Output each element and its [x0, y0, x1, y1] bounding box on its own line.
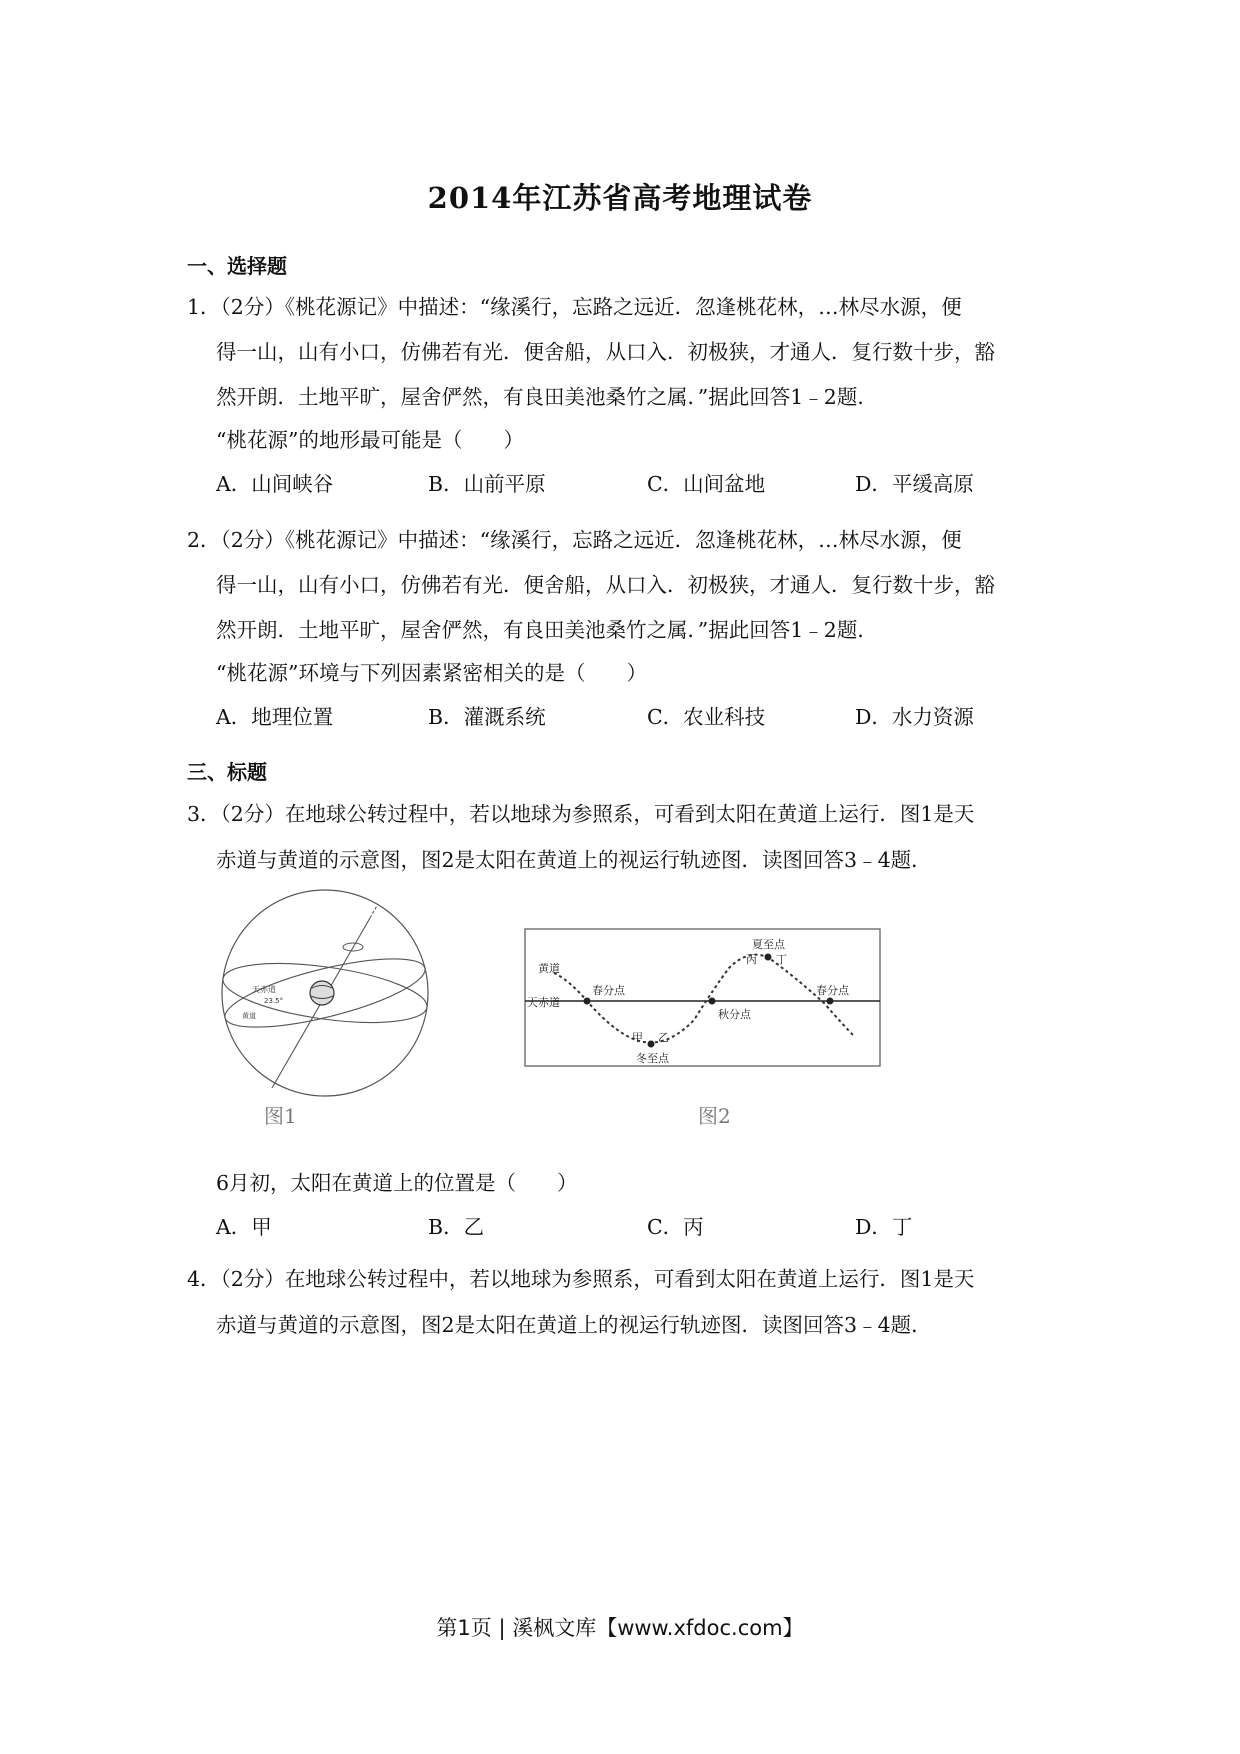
- page-footer: 第1页 | 溪枫文库【www.xfdoc.com】: [436, 1616, 804, 1640]
- fig2-ecliptic-label: 黄道: [538, 962, 560, 975]
- q3-line-2: 赤道与黄道的示意图，图2是太阳在黄道上的视运行轨迹图．读图回答3﹣4题．: [216, 848, 932, 872]
- q2-option-b: B．灌溉系统: [428, 705, 546, 729]
- q4-line-1: 4．（2分）在地球公转过程中，若以地球为参照系，可看到太阳在黄道上运行．图1是天: [187, 1267, 975, 1291]
- q2-option-c: C．农业科技: [647, 705, 766, 729]
- q3-option-b: B．乙: [428, 1215, 485, 1239]
- q2-option-a: A．地理位置: [216, 705, 334, 729]
- fig2-label-jia: 甲: [632, 1031, 643, 1044]
- q1-stem: “桃花源”的地形最可能是（ ）: [216, 428, 524, 452]
- figure-1-celestial-sphere: [212, 888, 442, 1113]
- q1-option-c: C．山间盆地: [647, 472, 766, 496]
- fig1-equator-label: 天赤道: [252, 985, 276, 994]
- fig2-label-ding: 丁: [776, 953, 787, 966]
- q3-option-c: C．丙: [647, 1215, 704, 1239]
- figure-2-sun-path: [524, 928, 881, 1068]
- q2-stem: “桃花源”环境与下列因素紧密相关的是（ ）: [216, 661, 647, 685]
- q3-line-1: 3．（2分）在地球公转过程中，若以地球为参照系，可看到太阳在黄道上运行．图1是天: [187, 802, 975, 826]
- q4-line-2: 赤道与黄道的示意图，图2是太阳在黄道上的视运行轨迹图．读图回答3﹣4题．: [216, 1313, 932, 1337]
- q1-option-d: D．平缓高原: [855, 472, 974, 496]
- q1-line-2: 得一山，山有小口，仿佛若有光．便舍船，从口入．初极狭，才通人．复行数十步，豁: [216, 340, 995, 364]
- q1-option-a: A．山间峡谷: [216, 472, 334, 496]
- fig1-angle-label: 23.5°: [264, 997, 284, 1005]
- q2-option-d: D．水力资源: [855, 705, 974, 729]
- figure-1-caption: 图1: [264, 1104, 297, 1128]
- q2-line-2: 得一山，山有小口，仿佛若有光．便舍船，从口入．初极狭，才通人．复行数十步，豁: [216, 573, 995, 597]
- fig2-summer-solstice: 夏至点: [752, 938, 785, 951]
- fig2-autumn-equinox: 秋分点: [718, 1008, 751, 1021]
- q3-option-a: A．甲: [216, 1215, 272, 1239]
- fig2-spring-equinox-1: 春分点: [592, 984, 625, 997]
- q1-line-3: 然开朗．土地平旷，屋舍俨然，有良田美池桑竹之属．”据此回答1﹣2题．: [216, 385, 878, 409]
- q3-option-d: D．丁: [855, 1215, 913, 1239]
- fig2-label-yi: 乙: [658, 1031, 669, 1044]
- q2-line-3: 然开朗．土地平旷，屋舍俨然，有良田美池桑竹之属．”据此回答1﹣2题．: [216, 618, 878, 642]
- fig2-equator-label: 天赤道: [527, 996, 560, 1009]
- section-heading-choice: 一、选择题: [187, 254, 287, 278]
- fig2-spring-equinox-2: 春分点: [816, 984, 849, 997]
- q1-option-b: B．山前平原: [428, 472, 546, 496]
- fig2-winter-solstice: 冬至点: [636, 1052, 669, 1065]
- fig2-label-bing: 丙: [746, 953, 757, 966]
- q2-line-1: 2．（2分）《桃花源记》中描述：“缘溪行，忘路之远近．忽逢桃花林，…林尽水源，便: [187, 528, 962, 552]
- fig1-ecliptic-label: 黄道: [242, 1012, 256, 1020]
- q1-line-1: 1．（2分）《桃花源记》中描述：“缘溪行，忘路之远近．忽逢桃花林，…林尽水源，便: [187, 295, 962, 319]
- figure-2-caption: 图2: [698, 1104, 731, 1128]
- q3-stem: 6月初，太阳在黄道上的位置是（ ）: [216, 1171, 578, 1195]
- section-heading-title: 三、标题: [187, 760, 267, 784]
- page-title: 2014年江苏省高考地理试卷: [427, 181, 813, 215]
